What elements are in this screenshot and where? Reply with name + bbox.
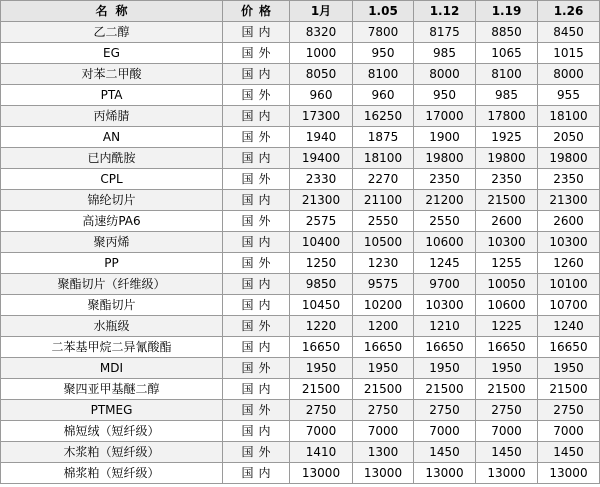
market-cell: 国内: [223, 232, 290, 253]
product-name-cell: MDI: [1, 358, 223, 379]
price-value-cell: 21500: [414, 379, 476, 400]
price-value-cell: 7800: [353, 22, 414, 43]
header-row: [1, 1, 600, 22]
product-name-cell: PP: [1, 253, 223, 274]
table-row: [1, 190, 600, 211]
price-value-cell: 17000: [414, 106, 476, 127]
price-value-cell: 10300: [414, 295, 476, 316]
product-name-cell: 高速纺PA6: [1, 211, 223, 232]
product-name-cell: 聚四亚甲基醚二醇: [1, 379, 223, 400]
table-row: [1, 211, 600, 232]
price-value-cell: 16250: [353, 106, 414, 127]
product-name-cell: 聚丙烯: [1, 232, 223, 253]
table-row: [1, 358, 600, 379]
price-value-cell: 7000: [476, 421, 538, 442]
price-value-cell: 16650: [476, 337, 538, 358]
price-value-cell: 7000: [353, 421, 414, 442]
price-value-cell: 1230: [353, 253, 414, 274]
market-cell: 国外: [223, 358, 290, 379]
price-value-cell: 9700: [414, 274, 476, 295]
table-row: [1, 148, 600, 169]
price-value-cell: 2350: [538, 169, 600, 190]
price-value-cell: 1240: [538, 316, 600, 337]
price-value-cell: 2050: [538, 127, 600, 148]
product-name-cell: 聚酯切片: [1, 295, 223, 316]
price-value-cell: 21500: [353, 379, 414, 400]
price-value-cell: 8175: [414, 22, 476, 43]
market-cell: 国外: [223, 442, 290, 463]
price-value-cell: 9850: [290, 274, 353, 295]
price-value-cell: 13000: [414, 463, 476, 484]
price-value-cell: 2750: [414, 400, 476, 421]
price-value-cell: 950: [414, 85, 476, 106]
price-value-cell: 985: [476, 85, 538, 106]
price-value-cell: 1245: [414, 253, 476, 274]
price-value-cell: 1950: [414, 358, 476, 379]
date-column-header: 1.19: [476, 1, 538, 22]
price-value-cell: 13000: [476, 463, 538, 484]
product-name-cell: 棉短绒（短纤级）: [1, 421, 223, 442]
price-value-cell: 1000: [290, 43, 353, 64]
price-value-cell: 8850: [476, 22, 538, 43]
market-cell: 国内: [223, 295, 290, 316]
price-value-cell: 21100: [353, 190, 414, 211]
market-cell: 国内: [223, 22, 290, 43]
price-value-cell: 8450: [538, 22, 600, 43]
price-value-cell: 17800: [476, 106, 538, 127]
price-value-cell: 1925: [476, 127, 538, 148]
market-cell: 国内: [223, 463, 290, 484]
date-column-header: 1.26: [538, 1, 600, 22]
product-name-cell: 锦纶切片: [1, 190, 223, 211]
price-value-cell: 9575: [353, 274, 414, 295]
market-cell: 国外: [223, 169, 290, 190]
table-row: [1, 253, 600, 274]
date-column-header: 1.05: [353, 1, 414, 22]
price-value-cell: 8000: [538, 64, 600, 85]
product-name-cell: EG: [1, 43, 223, 64]
price-column-header: 价格: [223, 1, 290, 22]
market-cell: 国外: [223, 316, 290, 337]
price-value-cell: 985: [414, 43, 476, 64]
price-value-cell: 2600: [538, 211, 600, 232]
market-cell: 国外: [223, 85, 290, 106]
market-cell: 国内: [223, 64, 290, 85]
price-value-cell: 1260: [538, 253, 600, 274]
price-value-cell: 10600: [476, 295, 538, 316]
price-value-cell: 1940: [290, 127, 353, 148]
table-row: [1, 169, 600, 190]
price-value-cell: 1015: [538, 43, 600, 64]
price-value-cell: 7000: [538, 421, 600, 442]
price-value-cell: 1875: [353, 127, 414, 148]
market-cell: 国内: [223, 106, 290, 127]
table-row: [1, 442, 600, 463]
price-value-cell: 10200: [353, 295, 414, 316]
product-name-cell: 二苯基甲烷二异氰酸酯: [1, 337, 223, 358]
market-cell: 国外: [223, 127, 290, 148]
price-value-cell: 2750: [353, 400, 414, 421]
price-value-cell: 8100: [353, 64, 414, 85]
table-row: [1, 316, 600, 337]
date-column-header: 1.12: [414, 1, 476, 22]
price-value-cell: 2600: [476, 211, 538, 232]
table-row: [1, 337, 600, 358]
market-cell: 国内: [223, 421, 290, 442]
price-value-cell: 13000: [538, 463, 600, 484]
product-name-cell: PTA: [1, 85, 223, 106]
table-row: [1, 85, 600, 106]
market-cell: 国外: [223, 211, 290, 232]
price-value-cell: 21500: [538, 379, 600, 400]
table-row: [1, 232, 600, 253]
price-value-cell: 10300: [476, 232, 538, 253]
market-cell: 国内: [223, 190, 290, 211]
date-column-header: 1月: [290, 1, 353, 22]
price-value-cell: 950: [353, 43, 414, 64]
price-value-cell: 1220: [290, 316, 353, 337]
price-value-cell: 16650: [414, 337, 476, 358]
product-name-cell: 丙烯腈: [1, 106, 223, 127]
product-name-cell: 已内酰胺: [1, 148, 223, 169]
price-value-cell: 7000: [290, 421, 353, 442]
market-cell: 国内: [223, 337, 290, 358]
product-name-cell: 木浆粕（短纤级）: [1, 442, 223, 463]
market-cell: 国外: [223, 43, 290, 64]
table-row: [1, 64, 600, 85]
price-value-cell: 2750: [290, 400, 353, 421]
price-value-cell: 16650: [290, 337, 353, 358]
price-value-cell: 1225: [476, 316, 538, 337]
product-name-cell: 对苯二甲酸: [1, 64, 223, 85]
price-value-cell: 2575: [290, 211, 353, 232]
price-value-cell: 8320: [290, 22, 353, 43]
price-value-cell: 8100: [476, 64, 538, 85]
product-name-cell: 棉浆粕（短纤级）: [1, 463, 223, 484]
price-value-cell: 10700: [538, 295, 600, 316]
price-value-cell: 1450: [414, 442, 476, 463]
price-value-cell: 1300: [353, 442, 414, 463]
price-value-cell: 18100: [353, 148, 414, 169]
price-value-cell: 19800: [538, 148, 600, 169]
product-name-cell: AN: [1, 127, 223, 148]
price-value-cell: 8050: [290, 64, 353, 85]
price-value-cell: 1450: [476, 442, 538, 463]
price-value-cell: 10500: [353, 232, 414, 253]
price-value-cell: 2330: [290, 169, 353, 190]
price-value-cell: 7000: [414, 421, 476, 442]
price-value-cell: 1065: [476, 43, 538, 64]
price-value-cell: 2350: [476, 169, 538, 190]
price-value-cell: 1900: [414, 127, 476, 148]
name-column-header: 名称: [1, 1, 223, 22]
product-name-cell: 聚酯切片（纤维级）: [1, 274, 223, 295]
market-cell: 国外: [223, 400, 290, 421]
price-value-cell: 1210: [414, 316, 476, 337]
table-row: [1, 127, 600, 148]
price-value-cell: 960: [290, 85, 353, 106]
price-value-cell: 10300: [538, 232, 600, 253]
product-name-cell: 水瓶级: [1, 316, 223, 337]
market-cell: 国内: [223, 148, 290, 169]
price-value-cell: 2750: [476, 400, 538, 421]
price-value-cell: 18100: [538, 106, 600, 127]
price-value-cell: 10100: [538, 274, 600, 295]
table-row: [1, 463, 600, 484]
price-value-cell: 960: [353, 85, 414, 106]
price-value-cell: 13000: [290, 463, 353, 484]
table-row: [1, 274, 600, 295]
price-value-cell: 19800: [476, 148, 538, 169]
price-value-cell: 16650: [538, 337, 600, 358]
price-value-cell: 955: [538, 85, 600, 106]
price-value-cell: 21500: [290, 379, 353, 400]
price-value-cell: 13000: [353, 463, 414, 484]
price-value-cell: 2350: [414, 169, 476, 190]
table-row: [1, 421, 600, 442]
price-value-cell: 1950: [353, 358, 414, 379]
product-name-cell: 乙二醇: [1, 22, 223, 43]
market-cell: 国内: [223, 274, 290, 295]
table-row: [1, 22, 600, 43]
price-value-cell: 10450: [290, 295, 353, 316]
table-row: [1, 400, 600, 421]
price-value-cell: 8000: [414, 64, 476, 85]
price-value-cell: 2750: [538, 400, 600, 421]
table-row: [1, 106, 600, 127]
product-name-cell: CPL: [1, 169, 223, 190]
price-value-cell: 19800: [414, 148, 476, 169]
table-row: [1, 295, 600, 316]
price-value-cell: 1950: [476, 358, 538, 379]
price-value-cell: 1250: [290, 253, 353, 274]
table-row: [1, 43, 600, 64]
price-value-cell: 10050: [476, 274, 538, 295]
price-value-cell: 1950: [290, 358, 353, 379]
price-value-cell: 21500: [476, 190, 538, 211]
price-value-cell: 2550: [414, 211, 476, 232]
price-value-cell: 16650: [353, 337, 414, 358]
price-value-cell: 19400: [290, 148, 353, 169]
price-value-cell: 21300: [290, 190, 353, 211]
price-value-cell: 1410: [290, 442, 353, 463]
price-value-cell: 1255: [476, 253, 538, 274]
price-value-cell: 1200: [353, 316, 414, 337]
market-cell: 国外: [223, 253, 290, 274]
price-value-cell: 2270: [353, 169, 414, 190]
price-value-cell: 10400: [290, 232, 353, 253]
table-row: [1, 379, 600, 400]
table-body: [1, 22, 600, 484]
market-cell: 国内: [223, 379, 290, 400]
price-value-cell: 21200: [414, 190, 476, 211]
product-name-cell: PTMEG: [1, 400, 223, 421]
price-value-cell: 2550: [353, 211, 414, 232]
price-value-cell: 1950: [538, 358, 600, 379]
price-value-cell: 21300: [538, 190, 600, 211]
price-value-cell: 10600: [414, 232, 476, 253]
price-value-cell: 17300: [290, 106, 353, 127]
price-value-cell: 21500: [476, 379, 538, 400]
price-value-cell: 1450: [538, 442, 600, 463]
